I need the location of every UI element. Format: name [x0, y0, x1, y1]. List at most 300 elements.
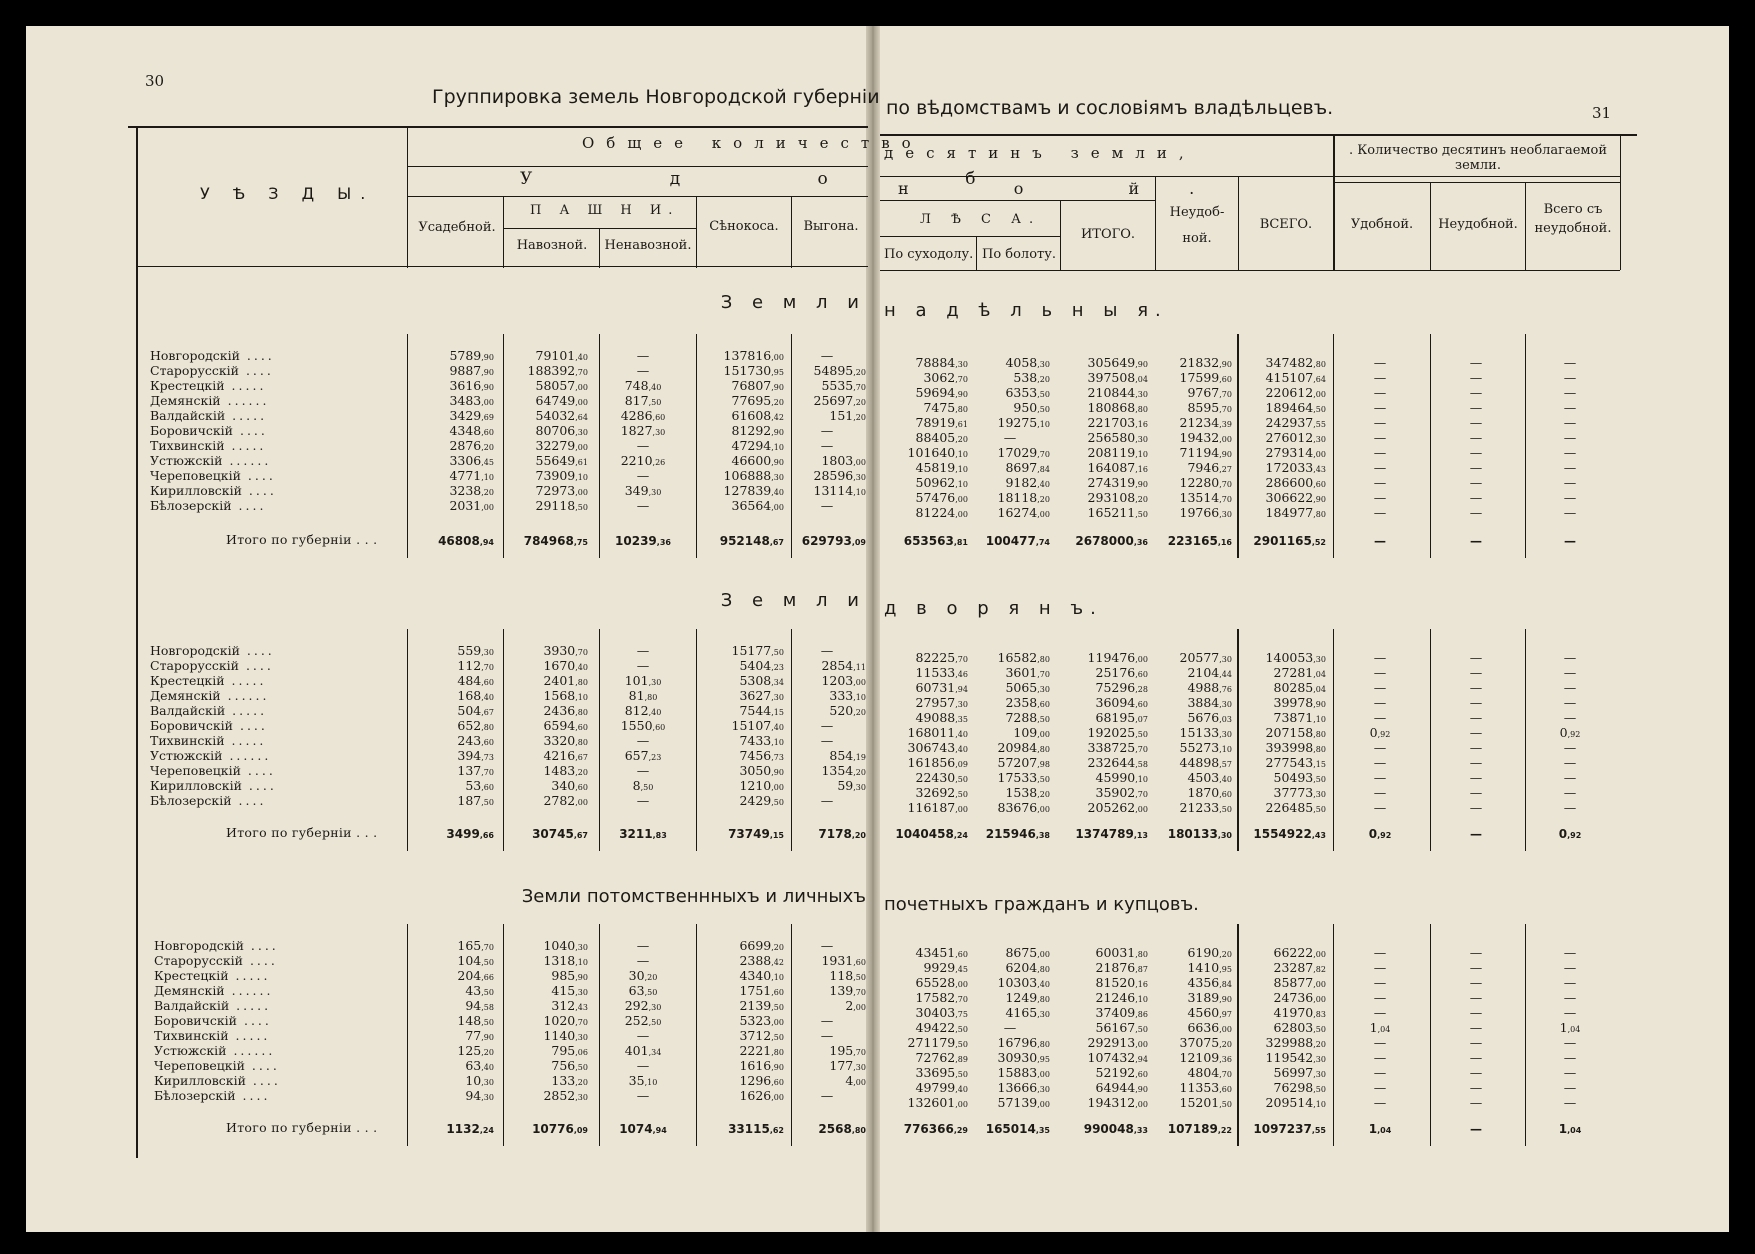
cell-neud: 6190,20 — [1187, 945, 1232, 960]
cell-nav: 29118,50 — [535, 498, 588, 513]
table-top-rule-left — [128, 126, 868, 128]
cell-bolot: 18118,20 — [997, 490, 1050, 505]
cell-nenav: 1550,60 — [620, 718, 666, 733]
grid-line — [880, 200, 1155, 201]
cell-nenav: — — [636, 793, 650, 808]
cell-vsego: 276012,30 — [1265, 430, 1326, 445]
total-bolot: 100477,74 — [985, 534, 1050, 548]
cell-nav: 1670,40 — [543, 658, 588, 673]
cell-usad: 3306,45 — [449, 453, 494, 468]
cell-n_neud: — — [1469, 490, 1483, 505]
cell-neud: 6636,00 — [1187, 1020, 1232, 1035]
cell-nenav: — — [636, 438, 650, 453]
cell-n_vs: — — [1563, 1050, 1577, 1065]
district-name: Крестецкій ..... — [154, 968, 271, 983]
cell-senok: 47294,10 — [731, 438, 784, 453]
cell-n_ud: — — [1373, 460, 1387, 475]
total-n_vs: 1,04 — [1558, 1122, 1582, 1136]
cell-neud: 19766,30 — [1179, 505, 1232, 520]
cell-neud: 21233,50 — [1179, 800, 1232, 815]
cell-n_neud: — — [1469, 960, 1483, 975]
cell-vsego: 415107,64 — [1265, 370, 1326, 385]
cell-vsego: 66222,00 — [1273, 945, 1326, 960]
cell-n_vs: — — [1563, 415, 1577, 430]
cell-n_ud: — — [1373, 785, 1387, 800]
cell-sukh: 78884,30 — [915, 355, 968, 370]
cell-vsego: 23287,82 — [1273, 960, 1326, 975]
cell-vygon: 1354,20 — [821, 763, 866, 778]
district-name: Демянскій ...... — [150, 393, 270, 408]
leader-dots: .... — [239, 348, 275, 363]
leader-dots: .... — [238, 363, 274, 378]
cell-neud: 12280,70 — [1179, 475, 1232, 490]
cell-senok: 3050,90 — [739, 763, 784, 778]
cell-neud: 11353,60 — [1179, 1080, 1232, 1095]
cell-senok: 1626,00 — [739, 1088, 784, 1103]
cell-itogo: 75296,28 — [1095, 680, 1148, 695]
table-left-border — [136, 128, 138, 1158]
cell-n_ud: — — [1373, 370, 1387, 385]
cell-neud: 1410,95 — [1187, 960, 1232, 975]
leader-dots: .... — [239, 643, 275, 658]
cell-nav: 1483,20 — [543, 763, 588, 778]
cell-sukh: 22430,50 — [915, 770, 968, 785]
grid-line — [1430, 182, 1431, 270]
header-pashni: П А Ш Н И. — [530, 203, 680, 218]
leader-dots: .... — [231, 498, 267, 513]
leader-dots: .... — [231, 793, 267, 808]
cell-n_neud: — — [1469, 1065, 1483, 1080]
cell-usad: 94,58 — [465, 998, 494, 1013]
total-usad: 3499,66 — [446, 827, 494, 841]
total-usad: 1132,24 — [446, 1122, 494, 1136]
cell-nav: 340,60 — [551, 778, 588, 793]
cell-vygon: — — [820, 793, 834, 808]
leader-dots: .... — [237, 1013, 272, 1028]
total-nenav: 1074,94 — [619, 1122, 667, 1136]
cell-nav: 133,20 — [551, 1073, 588, 1088]
total-vsego: 1554922,43 — [1253, 827, 1326, 841]
cell-vsego: 209514,10 — [1265, 1095, 1326, 1110]
cell-n_neud: — — [1469, 665, 1483, 680]
grid-line — [408, 196, 868, 197]
grid-line — [1620, 136, 1621, 270]
cell-vsego: 279314,00 — [1265, 445, 1326, 460]
table-top-rule-right — [880, 134, 1637, 136]
grid-line — [880, 236, 1060, 237]
cell-bolot: 30930,95 — [997, 1050, 1050, 1065]
section-title-right: почетныхъ гражданъ и купцовъ. — [884, 894, 1199, 915]
header-vsego: ВСЕГО. — [1259, 217, 1313, 232]
cell-n_vs: 0,92 — [1559, 725, 1581, 740]
header-udob-right: н о й. — [898, 179, 1245, 198]
leader-dots: .... — [241, 483, 277, 498]
total-sukh: 776366,29 — [903, 1122, 968, 1136]
cell-nav: 72973,00 — [535, 483, 588, 498]
cell-n_vs: — — [1563, 385, 1577, 400]
district-name: Тихвинскій ..... — [154, 1028, 271, 1043]
cell-n_neud: — — [1469, 1095, 1483, 1110]
leader-dots: ...... — [226, 1043, 276, 1058]
cell-itogo: 25176,60 — [1095, 665, 1148, 680]
cell-sukh: 82225,70 — [915, 650, 968, 665]
cell-nav: 756,50 — [551, 1058, 588, 1073]
cell-neud: 20577,30 — [1179, 650, 1232, 665]
district-name: Кирилловскій .... — [154, 1073, 281, 1088]
cell-nav: 79101,40 — [535, 348, 588, 363]
column-rule — [1333, 629, 1334, 851]
district-name: Крестецкій ..... — [150, 673, 267, 688]
cell-nenav: — — [636, 953, 650, 968]
header-lesa: Л Ѣ С А. — [920, 212, 1042, 227]
cell-nenav: 30,20 — [628, 968, 658, 983]
section-title-left: З е м л и — [720, 292, 866, 313]
total-vygon: 7178,20 — [818, 827, 866, 841]
cell-n_vs: — — [1563, 430, 1577, 445]
leader-dots: .... — [240, 763, 276, 778]
cell-neud: 4804,70 — [1187, 1065, 1232, 1080]
leader-dots: .... — [241, 778, 277, 793]
cell-nav: 55649,61 — [535, 453, 588, 468]
cell-nenav: 81,80 — [628, 688, 658, 703]
cell-bolot: 3601,70 — [1005, 665, 1050, 680]
cell-senok: 2429,50 — [739, 793, 784, 808]
cell-n_ud: — — [1373, 1005, 1387, 1020]
cell-itogo: 256580,30 — [1087, 430, 1148, 445]
cell-n_vs: — — [1563, 1080, 1577, 1095]
cell-n_neud: — — [1469, 505, 1483, 520]
cell-usad: 63,40 — [465, 1058, 494, 1073]
column-rule — [1430, 629, 1431, 851]
cell-vsego: 277543,15 — [1265, 755, 1326, 770]
cell-neud: 15201,50 — [1179, 1095, 1232, 1110]
cell-nenav: 812,40 — [624, 703, 662, 718]
total-n_neud: — — [1470, 534, 1482, 548]
cell-vygon: — — [820, 643, 834, 658]
leader-dots: .... — [233, 423, 268, 438]
cell-vygon: — — [820, 938, 834, 953]
cell-vsego: 80285,04 — [1273, 680, 1326, 695]
cell-nenav: 401,34 — [624, 1043, 662, 1058]
cell-n_neud: — — [1469, 650, 1483, 665]
cell-senok: 106888,30 — [723, 468, 784, 483]
total-neud: 223165,16 — [1167, 534, 1232, 548]
cell-n_ud: — — [1373, 800, 1387, 815]
header-nenavoznoy: Ненавозной. — [604, 238, 692, 253]
cell-vsego: 41970,83 — [1273, 1005, 1326, 1020]
cell-senok: 1616,90 — [739, 1058, 784, 1073]
cell-usad: 4771,10 — [449, 468, 494, 483]
cell-bolot: 83676,00 — [997, 800, 1050, 815]
section-title-right: н а д ѣ л ь н ы я. — [884, 300, 1168, 321]
cell-neud: 3189,90 — [1187, 990, 1232, 1005]
cell-n_ud: — — [1373, 975, 1387, 990]
cell-neud: 71194,90 — [1179, 445, 1232, 460]
cell-bolot: — — [1003, 430, 1017, 445]
cell-usad: 4348,60 — [449, 423, 494, 438]
cell-usad: 3429,69 — [449, 408, 494, 423]
cell-neud: 1870,60 — [1187, 785, 1232, 800]
leader-dots: .... — [240, 468, 276, 483]
cell-nav: 6594,60 — [543, 718, 588, 733]
cell-vygon: 177,30 — [829, 1058, 866, 1073]
cell-bolot: 57139,00 — [997, 1095, 1050, 1110]
cell-senok: 5308,34 — [739, 673, 784, 688]
cell-neud: 4988,76 — [1187, 680, 1232, 695]
total-n_ud: 0,92 — [1368, 827, 1392, 841]
cell-itogo: 64944,90 — [1095, 1080, 1148, 1095]
district-name: Валдайскій ..... — [154, 998, 272, 1013]
district-name: Кирилловскій .... — [150, 778, 277, 793]
cell-nenav: 63,50 — [628, 983, 658, 998]
cell-senok: 36564,00 — [731, 498, 784, 513]
cell-senok: 15107,40 — [731, 718, 784, 733]
cell-neud: 8595,70 — [1187, 400, 1232, 415]
cell-neud: 21234,39 — [1179, 415, 1232, 430]
page-title-right: по вѣдомствамъ и сословіямъ владѣльцевъ. — [886, 97, 1334, 119]
cell-usad: 43,50 — [465, 983, 494, 998]
cell-sukh: 11533,46 — [915, 665, 968, 680]
cell-itogo: 305649,90 — [1087, 355, 1148, 370]
grid-line — [1060, 200, 1061, 270]
cell-bolot: 6204,80 — [1005, 960, 1050, 975]
total-senok: 73749,15 — [728, 827, 784, 841]
cell-vygon: 5535,70 — [821, 378, 866, 393]
cell-nenav: — — [636, 1088, 650, 1103]
cell-sukh: 9929,45 — [923, 960, 968, 975]
cell-nenav: — — [636, 468, 650, 483]
district-name: Череповецкій .... — [150, 763, 276, 778]
cell-bolot: — — [1003, 1020, 1017, 1035]
section-title-right: д в о р я н ъ. — [884, 598, 1103, 619]
cell-senok: 5323,00 — [739, 1013, 784, 1028]
leader-dots: .... — [244, 1058, 280, 1073]
cell-nav: 2782,00 — [543, 793, 588, 808]
total-nav: 30745,67 — [532, 827, 588, 841]
cell-bolot: 1249,80 — [1005, 990, 1050, 1005]
cell-sukh: 88405,20 — [915, 430, 968, 445]
cell-vsego: 242937,55 — [1265, 415, 1326, 430]
cell-senok: 81292,90 — [731, 423, 784, 438]
cell-nav: 1020,70 — [543, 1013, 588, 1028]
header-vygona: Выгона. — [803, 219, 859, 234]
cell-vygon: — — [820, 438, 834, 453]
cell-sukh: 49422,50 — [915, 1020, 968, 1035]
grid-line — [503, 196, 504, 268]
leader-dots: ...... — [222, 748, 272, 763]
page-number-left: 30 — [145, 72, 165, 90]
cell-itogo: 60031,80 — [1095, 945, 1148, 960]
district-name: Бѣлозерскій .... — [150, 793, 267, 808]
cell-n_ud: — — [1373, 990, 1387, 1005]
cell-vsego: 220612,00 — [1265, 385, 1326, 400]
cell-n_ud: — — [1373, 415, 1387, 430]
cell-neud: 13514,70 — [1179, 490, 1232, 505]
cell-neud: 2104,44 — [1187, 665, 1232, 680]
cell-senok: 4340,10 — [739, 968, 784, 983]
cell-n_neud: — — [1469, 415, 1483, 430]
cell-itogo: 81520,16 — [1095, 975, 1148, 990]
cell-nenav: — — [636, 658, 650, 673]
cell-usad: 9887,90 — [449, 363, 494, 378]
cell-n_ud: 1,04 — [1369, 1020, 1391, 1035]
cell-usad: 53,60 — [465, 778, 494, 793]
header-neudobnoy: Неудоб-ной. — [1169, 205, 1225, 246]
column-rule — [407, 924, 408, 1146]
cell-nenav: 35,10 — [628, 1073, 658, 1088]
cell-usad: 2031,00 — [449, 498, 494, 513]
cell-vsego: 286600,60 — [1265, 475, 1326, 490]
cell-bolot: 6353,50 — [1005, 385, 1050, 400]
page-title-left: Группировка земель Новгородской губерніи — [432, 86, 880, 108]
cell-sukh: 65528,00 — [915, 975, 968, 990]
cell-bolot: 950,50 — [1013, 400, 1050, 415]
leader-dots: .... — [242, 953, 278, 968]
cell-bolot: 109,00 — [1013, 725, 1050, 740]
cell-senok: 1751,60 — [739, 983, 784, 998]
cell-nav: 1040,30 — [543, 938, 588, 953]
cell-bolot: 15883,00 — [997, 1065, 1050, 1080]
header-udobnoy-nonlevy: Удобной. — [1350, 217, 1414, 232]
grid-line — [504, 228, 696, 229]
leader-dots: .... — [235, 1088, 271, 1103]
header-obshchee-right: десятинъ земли, — [884, 144, 1196, 162]
cell-senok: 2388,42 — [739, 953, 784, 968]
cell-nenav: 4286,60 — [620, 408, 666, 423]
cell-nav: 985,90 — [551, 968, 588, 983]
cell-vygon: 2,00 — [845, 998, 866, 1013]
cell-vygon: 520,20 — [829, 703, 866, 718]
leader-dots: .... — [243, 938, 279, 953]
cell-n_vs: — — [1563, 490, 1577, 505]
cell-itogo: 293108,20 — [1087, 490, 1148, 505]
cell-bolot: 9182,40 — [1005, 475, 1050, 490]
cell-n_ud: — — [1373, 945, 1387, 960]
header-itogo: ИТОГО. — [1080, 227, 1136, 242]
cell-vygon: — — [820, 348, 834, 363]
cell-sukh: 49799,40 — [915, 1080, 968, 1095]
cell-n_neud: — — [1469, 945, 1483, 960]
header-obshchee-left: Общее количество — [582, 134, 923, 152]
cell-sukh: 32692,50 — [915, 785, 968, 800]
cell-vsego: 140053,30 — [1265, 650, 1326, 665]
district-name: Валдайскій ..... — [150, 408, 268, 423]
cell-nenav: 748,40 — [624, 378, 662, 393]
cell-n_vs: — — [1563, 445, 1577, 460]
cell-vygon: — — [820, 498, 834, 513]
district-name: Тихвинскій ..... — [150, 438, 267, 453]
cell-neud: 7946,27 — [1187, 460, 1232, 475]
cell-vygon: 151,20 — [829, 408, 866, 423]
cell-nav: 4216,67 — [543, 748, 588, 763]
cell-n_vs: — — [1563, 770, 1577, 785]
cell-n_vs: — — [1563, 1005, 1577, 1020]
grid-line — [1525, 182, 1526, 270]
total-nav: 784968,75 — [523, 534, 588, 548]
cell-sukh: 33695,50 — [915, 1065, 968, 1080]
cell-usad: 504,67 — [457, 703, 494, 718]
cell-n_ud: — — [1373, 1050, 1387, 1065]
cell-n_neud: — — [1469, 695, 1483, 710]
total-nenav: 10239,36 — [615, 534, 671, 548]
cell-bolot: 13666,30 — [997, 1080, 1050, 1095]
cell-n_vs: — — [1563, 960, 1577, 975]
leader-dots: ...... — [224, 983, 274, 998]
cell-n_neud: — — [1469, 1005, 1483, 1020]
cell-senok: 151730,95 — [723, 363, 784, 378]
total-bolot: 165014,35 — [985, 1122, 1050, 1136]
cell-neud: 4503,40 — [1187, 770, 1232, 785]
cell-vsego: 347482,80 — [1265, 355, 1326, 370]
cell-nenav: — — [636, 763, 650, 778]
cell-nav: 54032,64 — [535, 408, 588, 423]
cell-bolot: 5065,30 — [1005, 680, 1050, 695]
cell-sukh: 3062,70 — [923, 370, 968, 385]
cell-n_vs: — — [1563, 665, 1577, 680]
cell-nav: 1568,10 — [543, 688, 588, 703]
cell-nav: 3930,70 — [543, 643, 588, 658]
leader-dots: ..... — [228, 1028, 271, 1043]
district-name: Бѣлозерскій .... — [154, 1088, 271, 1103]
cell-nenav: — — [636, 348, 650, 363]
leader-dots: ...... — [222, 453, 272, 468]
cell-sukh: 101640,10 — [907, 445, 968, 460]
cell-n_ud: — — [1373, 695, 1387, 710]
district-name: Старорусскій .... — [150, 363, 274, 378]
grid-line — [407, 128, 408, 268]
cell-bolot: 19275,10 — [997, 415, 1050, 430]
cell-vsego: 37773,30 — [1273, 785, 1326, 800]
cell-n_vs: — — [1563, 460, 1577, 475]
column-rule — [1333, 334, 1334, 558]
district-name: Устюжскій ...... — [150, 748, 272, 763]
cell-senok: 3712,50 — [739, 1028, 784, 1043]
cell-n_neud: — — [1469, 990, 1483, 1005]
cell-n_vs: — — [1563, 650, 1577, 665]
cell-n_ud: — — [1373, 355, 1387, 370]
leader-dots: ..... — [225, 408, 268, 423]
cell-bolot: 1538,20 — [1005, 785, 1050, 800]
leader-dots: ..... — [229, 998, 272, 1013]
cell-usad: 165,70 — [457, 938, 494, 953]
cell-neud: 21832,90 — [1179, 355, 1232, 370]
cell-itogo: 165211,50 — [1087, 505, 1148, 520]
total-vygon: 629793,09 — [801, 534, 866, 548]
cell-bolot: 8675,00 — [1005, 945, 1050, 960]
cell-senok: 2139,50 — [739, 998, 784, 1013]
cell-n_vs: — — [1563, 695, 1577, 710]
cell-usad: 104,50 — [457, 953, 494, 968]
cell-vygon: 1803,00 — [821, 453, 866, 468]
cell-nav: 2436,80 — [543, 703, 588, 718]
grid-line — [408, 166, 868, 167]
total-n_ud: — — [1374, 534, 1386, 548]
column-rule — [1333, 924, 1334, 1146]
cell-usad: 125,20 — [457, 1043, 494, 1058]
cell-usad: 243,60 — [457, 733, 494, 748]
cell-usad: 394,73 — [457, 748, 494, 763]
cell-bolot: 57207,98 — [997, 755, 1050, 770]
cell-senok: 77695,20 — [731, 393, 784, 408]
cell-usad: 2876,20 — [449, 438, 494, 453]
cell-bolot: 2358,60 — [1005, 695, 1050, 710]
cell-n_vs: — — [1563, 355, 1577, 370]
grid-line — [696, 196, 697, 268]
district-name: Череповецкій .... — [150, 468, 276, 483]
cell-nav: 795,06 — [551, 1043, 588, 1058]
cell-n_ud: — — [1373, 740, 1387, 755]
cell-vygon: 2854,11 — [821, 658, 866, 673]
